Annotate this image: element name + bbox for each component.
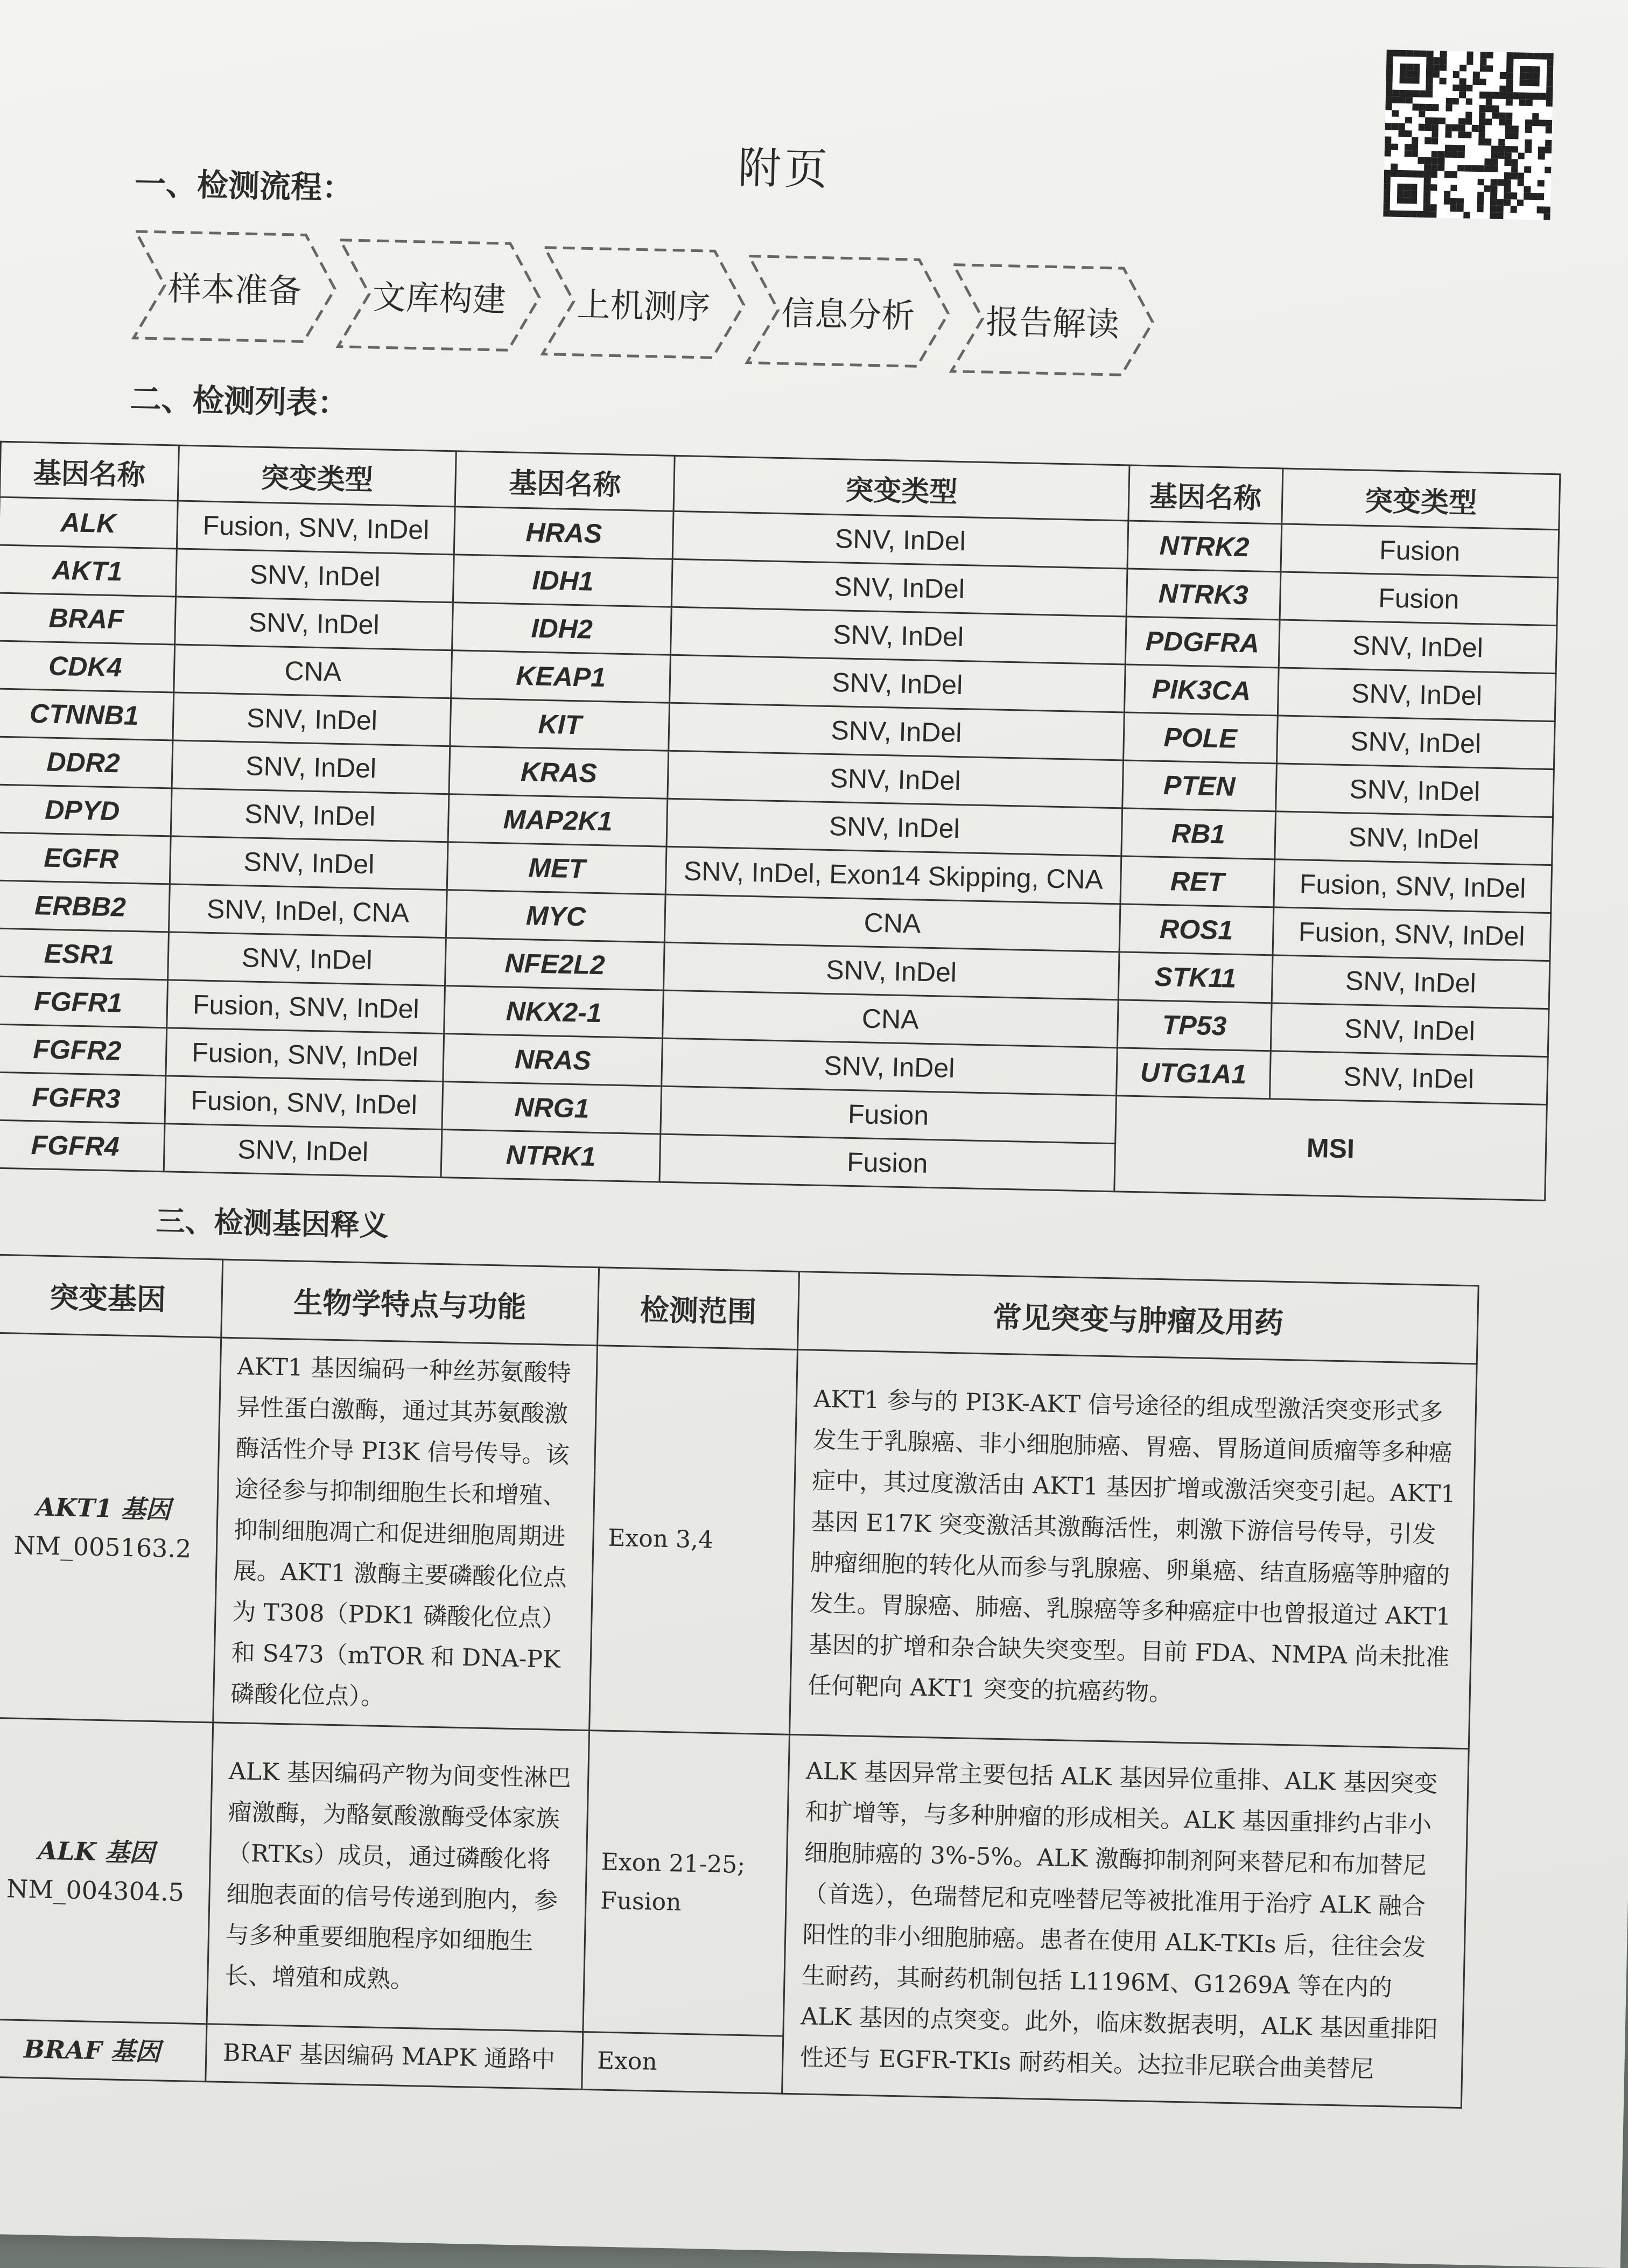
mutation-type-cell: SNV, InDel [172,740,450,794]
flow-step: 文库构建 [336,237,543,354]
gene-name-cell: PDGFRA [1125,617,1280,668]
mutation-type-cell: SNV, InDel [664,942,1119,1000]
mutation-drug-cell: ALK 基因异常主要包括 ALK 基因异位重排、ALK 基因突变和扩增等，与多种肿瘤的形成相关。ALK 基因重排约占非小细胞肺癌的 3%-5%。ALK 激酶抑制剂阿来替尼和布加替尼（首选），色瑞替尼和克唑替尼等被批准用于治疗 ALK 融合阳性的非小细胞肺癌。患者在使用 ALK-TKIs 后，往往会发生耐药，其耐药机制包括 L1196M、G1269A 等在内的 ALK 基因的点突变。此外，临床数据表明，ALK 基因重排阳性还与 EGFR-TKIs 耐药相关。达拉非尼联合曲美替尼 [782,1734,1469,2108]
mutation-type-cell: SNV, InDel, Exon14 Skipping, CNA [665,846,1121,904]
gene-name-cell: KEAP1 [451,650,671,703]
mutation-type-cell: Fusion, SNV, InDel [167,980,445,1034]
gene-name-cell: UTG1A1 [1116,1048,1271,1099]
mutation-type-cell: SNV, InDel [1269,1051,1548,1105]
mutation-type-cell: CNA [663,990,1118,1048]
mutation-type-cell: SNV, InDel [175,597,453,650]
gene-name-cell: ALK [0,497,178,549]
gene-name-cell: MET [447,842,667,894]
detect-range-cell: Exon 21-25; Fusion [583,1731,790,2036]
gene-name-cell: NRG1 [442,1082,662,1134]
interp-heading: 三、检测基因释义 [156,1203,389,1243]
gene-name-cell: FGFR4 [0,1120,165,1172]
gene-name-cell: CDK4 [0,641,175,692]
gene-name-cell: CTNNB1 [0,689,174,740]
gene-name: BRAF 基因 [23,2034,161,2067]
gene-name-cell: MAP2K1 [448,794,668,846]
gene-name-cell: NKX2-1 [444,986,664,1038]
transcript-id: NM_004304.5 [6,1873,185,1907]
flow-step: 样本准备 [131,228,338,346]
gene-name-cell: MYC [446,890,666,942]
table-row [0,1333,1477,1749]
gene-name-cell: POLE [1123,712,1278,764]
mutation-type-cell: SNV, InDel [671,607,1126,664]
mutation-type-cell: SNV, InDel [171,788,449,842]
table-row [0,1718,1469,2050]
gene-name-cell: IDH1 [453,555,673,607]
mutation-type-cell: CNA [174,645,452,698]
list-heading: 二、检测列表： [129,380,349,422]
gene-name: ALK 基因 [38,1836,155,1867]
gene-name-cell: NTRK2 [1127,521,1282,572]
bio-function-cell: BRAF 基因编码 MAPK 通路中 [206,2024,583,2090]
flow-step: 上机测序 [540,244,747,362]
mutation-type-cell: SNV, InDel [173,692,451,746]
gene-name-cell: STK11 [1118,952,1273,1003]
mutation-type-cell: SNV, InDel [671,559,1127,617]
mutation-type-cell: Fusion [659,1134,1115,1192]
mutation-type-cell: SNV, InDel, CNA [169,884,447,938]
transcript-id: NM_005163.2 [13,1530,192,1564]
flow-step: 报告解读 [949,262,1156,379]
mutation-type-cell: CNA [664,894,1120,952]
gene-name-cell: KRAS [449,746,669,799]
bio-function-cell: AKT1 基因编码一种丝苏氨酸特异性蛋白激酶，通过其苏氨酸激酶活性介导 PI3K 信号传导。该途径参与抑制细胞生长和增殖、抑制细胞凋亡和促进细胞周期进展。AKT1 激酶主要磷酸化位点为 T308（PDK1 磷酸化位点）和 S473（mTOR 和 DNA-PK 磷酸化位点）。 [213,1338,598,1730]
qr-code-icon [1383,50,1553,220]
mutation-type-cell: SNV, InDel [1278,668,1556,722]
gene-name-cell: ESR1 [0,928,169,980]
mutation-type-cell: SNV, InDel [176,549,454,603]
flow-heading: 一、检测流程： [134,165,354,207]
gene-name-cell: NTRK1 [441,1130,661,1182]
gene-name-cell [0,2019,207,2082]
mutation-type-cell: SNV, InDel [1275,811,1553,865]
gene-name-cell: NFE2L2 [445,938,665,990]
detect-range-cell: Exon [581,2032,783,2094]
gene-name-cell: DDR2 [0,737,173,788]
gene-name-cell: TP53 [1117,1000,1272,1051]
mutation-type-cell: Fusion, SNV, InDel [1273,907,1551,961]
gene-name-cell: RET [1120,856,1275,907]
gene-name-cell: RB1 [1121,808,1276,859]
gene-name-cell: KIT [450,698,670,751]
gene-name-cell: FGFR1 [0,976,168,1028]
mutation-type-cell: SNV, InDel [1276,716,1555,769]
mutation-drug-cell: AKT1 参与的 PI3K-AKT 信号途径的组成型激活突变形式多发生于乳腺癌、非小细胞肺癌、胃癌、胃肠道间质瘤等多种癌症中，其过度激活由 AKT1 基因扩增或激活突变引起。AKT1 基因 E17K 突变激活其激酶活性，刺激下游信号传导，引发肿瘤细胞的转化从而参与乳腺癌、卵巢癌、结直肠癌等肿瘤的发生。胃腺癌、肺癌、乳腺癌等多种癌症中也曾报道过 AKT1 基因的扩增和杂合缺失突变型。目前 FDA、NMPA 尚未批准任何靶向 AKT1 突变的抗癌药物。 [790,1349,1477,1748]
gene-name-cell: IDH2 [452,603,672,655]
gene-name-cell: PTEN [1122,760,1276,811]
gene-name-cell: FGFR2 [0,1024,167,1076]
mutation-type-cell: SNV, InDel [1279,620,1557,674]
mutation-type-cell: SNV, InDel [668,751,1123,808]
gene-name-cell [0,1333,221,1723]
gene-name-cell: ERBB2 [0,880,170,932]
column-header: 生物学特点与功能 [221,1259,599,1346]
page-title: 附页 [737,143,831,195]
gene-list-table [0,441,1561,1201]
mutation-type-cell: SNV, InDel [670,655,1125,712]
gene-name-cell: BRAF [0,593,176,645]
mutation-type-cell: SNV, InDel [662,1038,1117,1096]
mutation-type-cell: SNV, InDel [669,703,1124,760]
gene-name-cell: AKT1 [0,545,177,597]
mutation-type-cell: SNV, InDel [666,799,1122,856]
msi-cell: MSI [1114,1096,1547,1201]
gene-name-cell: FGFR3 [0,1072,166,1124]
gene-name-cell: NRAS [443,1034,663,1086]
gene-name-cell: PIK3CA [1124,664,1279,716]
mutation-type-cell: SNV, InDel [164,1124,442,1178]
gene-name-cell: DPYD [0,785,172,836]
mutation-type-cell: Fusion [1280,572,1558,626]
bio-function-cell: ALK 基因编码产物为间变性淋巴瘤激酶，为酪氨酸激酶受体家族（RTKs）成员，通过磷酸化将细胞表面的信号传递到胞内，参与多种重要细胞程序如细胞生长、增殖和成熟。 [207,1723,590,2032]
mutation-type-cell: Fusion, SNV, InDel [1274,859,1552,913]
mutation-type-cell: SNV, InDel [170,836,448,890]
detect-range-cell: Exon 3,4 [589,1346,798,1735]
gene-name: AKT1 基因 [36,1492,171,1524]
column-header: 突变类型 [673,456,1129,521]
column-header: 突变类型 [1282,468,1560,530]
mutation-type-cell: SNV, InDel [1275,764,1554,817]
mutation-type-cell: Fusion, SNV, InDel [165,1076,443,1130]
column-header: 基因名称 [0,442,179,501]
gene-interpretation-table [0,1254,1479,2109]
mutation-type-cell: SNV, InDel [672,511,1128,569]
gene-name-cell: EGFR [0,832,171,884]
mutation-type-cell: SNV, InDel [168,932,446,986]
column-header: 检测范围 [597,1268,799,1350]
gene-name-cell: NTRK3 [1126,569,1281,620]
flow-step: 信息分析 [745,253,951,370]
process-flow [131,228,1183,380]
mutation-type-cell: SNV, InDel [1272,955,1550,1009]
mutation-type-cell: Fusion [1281,524,1559,578]
gene-name-cell: HRAS [454,507,674,559]
mutation-type-cell: SNV, InDel [1271,1003,1549,1057]
column-header: 突变基因 [0,1255,223,1338]
mutation-type-cell: Fusion, SNV, InDel [177,501,455,555]
column-header: 突变类型 [178,445,456,507]
gene-name-cell [0,1718,213,2024]
column-header: 基因名称 [1128,465,1283,524]
gene-name-cell: ROS1 [1119,904,1274,955]
mutation-type-cell: Fusion [661,1086,1116,1144]
column-header: 常见突变与肿瘤及用药 [798,1272,1478,1364]
column-header: 基因名称 [455,451,675,511]
mutation-type-cell: Fusion, SNV, InDel [166,1028,444,1082]
